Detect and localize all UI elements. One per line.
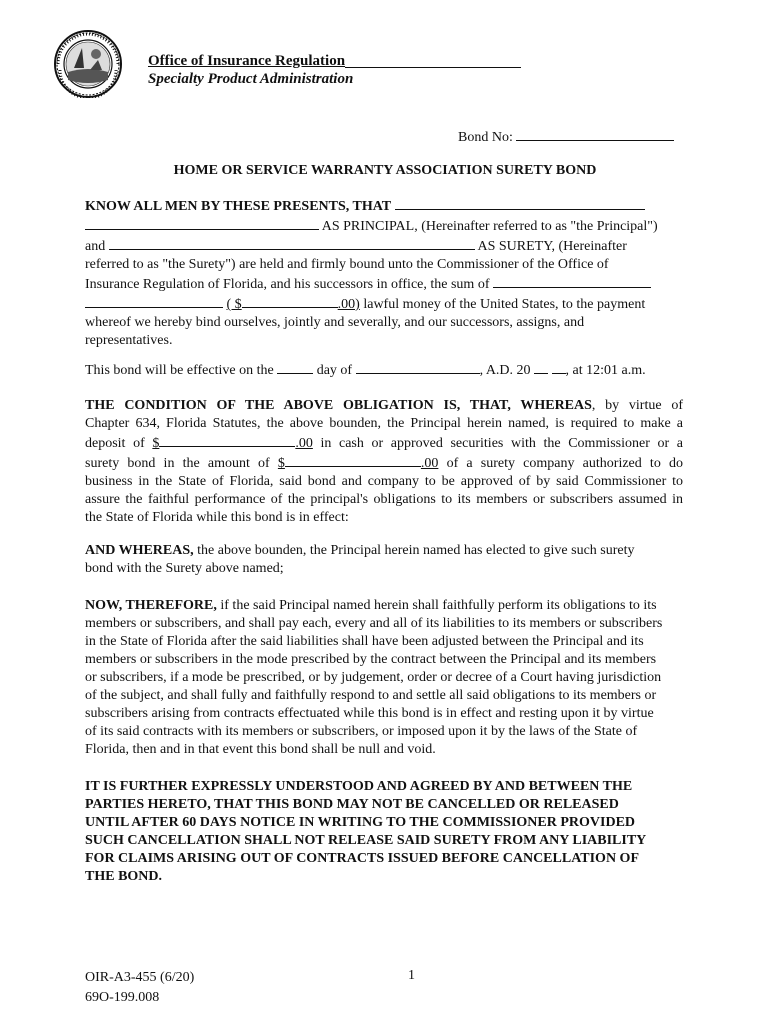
cancellation-clause [85, 778, 683, 886]
therefore-line-7: subscribers arising from contracts effectuated while this bond is in effect and resting upon it by virtue [85, 706, 654, 721]
clause-line-3: UNTIL AFTER 60 DAYS NOTICE IN WRITING TO THE COMMISSIONER PROVIDED [85, 815, 636, 830]
condition-line-2: Chapter 634, Florida Statutes, the above bounden, the Principal herein named, is required to make a [85, 416, 683, 431]
effective-date-line [85, 360, 683, 380]
therefore-paragraph [85, 597, 683, 759]
condition-line-7: the State of Florida while this bond is in effect: [85, 510, 349, 525]
clause-line-2: PARTIES HERETO, THAT THIS BOND MAY NOT BE CANCELLED OR RELEASED [85, 797, 619, 812]
effective-month-blank[interactable] [356, 360, 480, 374]
therefore-line-5: or subscribers, if a mode be prescribed, or by judgement, order or decree of a Court having jurisdiction [85, 670, 662, 685]
form-identifier [85, 968, 194, 1008]
amount-cents: .00) [337, 297, 360, 312]
effective-text-2: day of [316, 363, 353, 378]
condition-line-1: , by virtue of [591, 398, 683, 413]
effective-text-4: , at 12:01 a.m. [565, 363, 646, 378]
clause-line-1: IT IS FURTHER EXPRESSLY UNDERSTOOD AND AGREED BY AND BETWEEN THE [85, 779, 633, 794]
sum-amount-blank[interactable] [242, 294, 338, 308]
state-seal-icon [54, 30, 122, 98]
whereas-lead: AND WHEREAS, [85, 543, 194, 558]
clause-line-6: THE BOND. [85, 869, 163, 884]
deposit-amount-blank[interactable] [159, 433, 295, 447]
form-id: OIR-A3-455 (6/20) [85, 970, 195, 985]
amount-paren-open: ( $ [226, 297, 242, 312]
clause-line-4: SUCH CANCELLATION SHALL NOT RELEASE SAID SURETY FROM ANY LIABILITY [85, 833, 647, 848]
therefore-line-8: of its said contracts with its members or subscribers, or imposed upon it by the laws of the State of [85, 724, 638, 739]
intro-line-4: Insurance Regulation of Florida, and his successors in office, the sum of [85, 277, 490, 292]
condition-lead: THE CONDITION OF THE ABOVE OBLIGATION IS, THAT, WHEREAS [85, 398, 592, 413]
effective-text-3: , A.D. 20 [479, 363, 531, 378]
effective-year-blank-1[interactable] [534, 360, 548, 374]
surety-amount-blank[interactable] [285, 453, 421, 467]
clause-line-5: FOR CLAIMS ARISING OUT OF CONTRACTS ISSUED BEFORE CANCELLATION OF [85, 851, 639, 866]
therefore-line-1: if the said Principal named herein shall faithfully perform its obligations to its [220, 598, 657, 613]
therefore-line-4: members or subscribers in the mode prescribed by the contract between the Principal and its members [85, 652, 657, 667]
page-number: 1 [408, 968, 415, 983]
deposit-rest: in cash or approved securities with the Commissioner or a [320, 436, 683, 451]
condition-line-5: business in the State of Florida, said bond and company to be approved of by said Commissioner to [85, 474, 683, 489]
document-title: HOME OR SERVICE WARRANTY ASSOCIATION SURETY BOND [173, 163, 597, 178]
header-rule [345, 52, 521, 68]
surety-cents: .00 [420, 456, 439, 471]
intro-line-7: representatives. [85, 333, 173, 348]
surety-dollar: $ [277, 456, 285, 471]
whereas-paragraph [85, 542, 683, 578]
therefore-line-2: members or subscribers, and shall pay each, every and all of its liabilities to its members or subscribers [85, 616, 663, 631]
effective-day-blank[interactable] [277, 360, 313, 374]
whereas-rest: the above bounden, the Principal herein named has elected to give such surety [197, 543, 635, 558]
intro-lead: KNOW ALL MEN BY THESE PRESENTS, THAT [85, 199, 392, 214]
deposit-label: deposit of [85, 436, 145, 451]
bond-number-label: Bond No: [458, 130, 513, 145]
intro-paragraph [85, 196, 683, 350]
principal-text: AS PRINCIPAL, (Hereinafter referred to as "the Principal") [321, 219, 658, 234]
deposit-dollar: $ [152, 436, 160, 451]
therefore-line-9: Florida, then and in that event this bond shall be null and void. [85, 742, 436, 757]
effective-text-1: This bond will be effective on the [85, 363, 274, 378]
bond-number-blank[interactable] [516, 126, 674, 141]
letterhead [148, 52, 521, 88]
condition-paragraph [85, 397, 683, 527]
whereas-line-2: bond with the Surety above named; [85, 561, 284, 576]
surety-text: AS SURETY, (Hereinafter [477, 239, 627, 254]
effective-year-blank-2[interactable] [552, 360, 566, 374]
therefore-lead: NOW, THEREFORE, [85, 598, 217, 613]
principal-name-blank[interactable] [395, 196, 645, 210]
bond-number-field [458, 126, 674, 146]
surety-amount-label: surety bond in the amount of [85, 456, 270, 471]
intro-line-3: referred to as "the Surety") are held and firmly bound unto the Commissioner of the Office of [85, 257, 609, 272]
rule-number: 69O-199.008 [85, 990, 160, 1005]
sum-words-blank-2[interactable] [85, 294, 223, 308]
and-word: and [85, 239, 106, 254]
office-name: Office of Insurance Regulation [148, 53, 346, 69]
intro-line-6: whereof we hereby bind ourselves, jointly and severally, and our successors, assigns, and [85, 315, 585, 330]
condition-line-6: assure the faithful performance of the principal's obligations to its members or subscribers assumed in [85, 492, 683, 507]
intro-line-5-rest: lawful money of the United States, to the payment [363, 297, 646, 312]
division-name: Specialty Product Administration [148, 71, 354, 87]
therefore-line-6: of the subject, and shall fully and faithfully respond to and settle all said obligations to its members or [85, 688, 657, 703]
surety-name-blank[interactable] [109, 236, 475, 250]
surety-amount-rest: of a surety company authorized to do [446, 456, 683, 471]
therefore-line-3: in the State of Florida after the said liabilities shall have been adjusted between the Principal and its [85, 634, 644, 649]
sum-words-blank[interactable] [493, 274, 651, 288]
principal-name-blank-2[interactable] [85, 216, 319, 230]
deposit-cents: .00 [295, 436, 313, 451]
